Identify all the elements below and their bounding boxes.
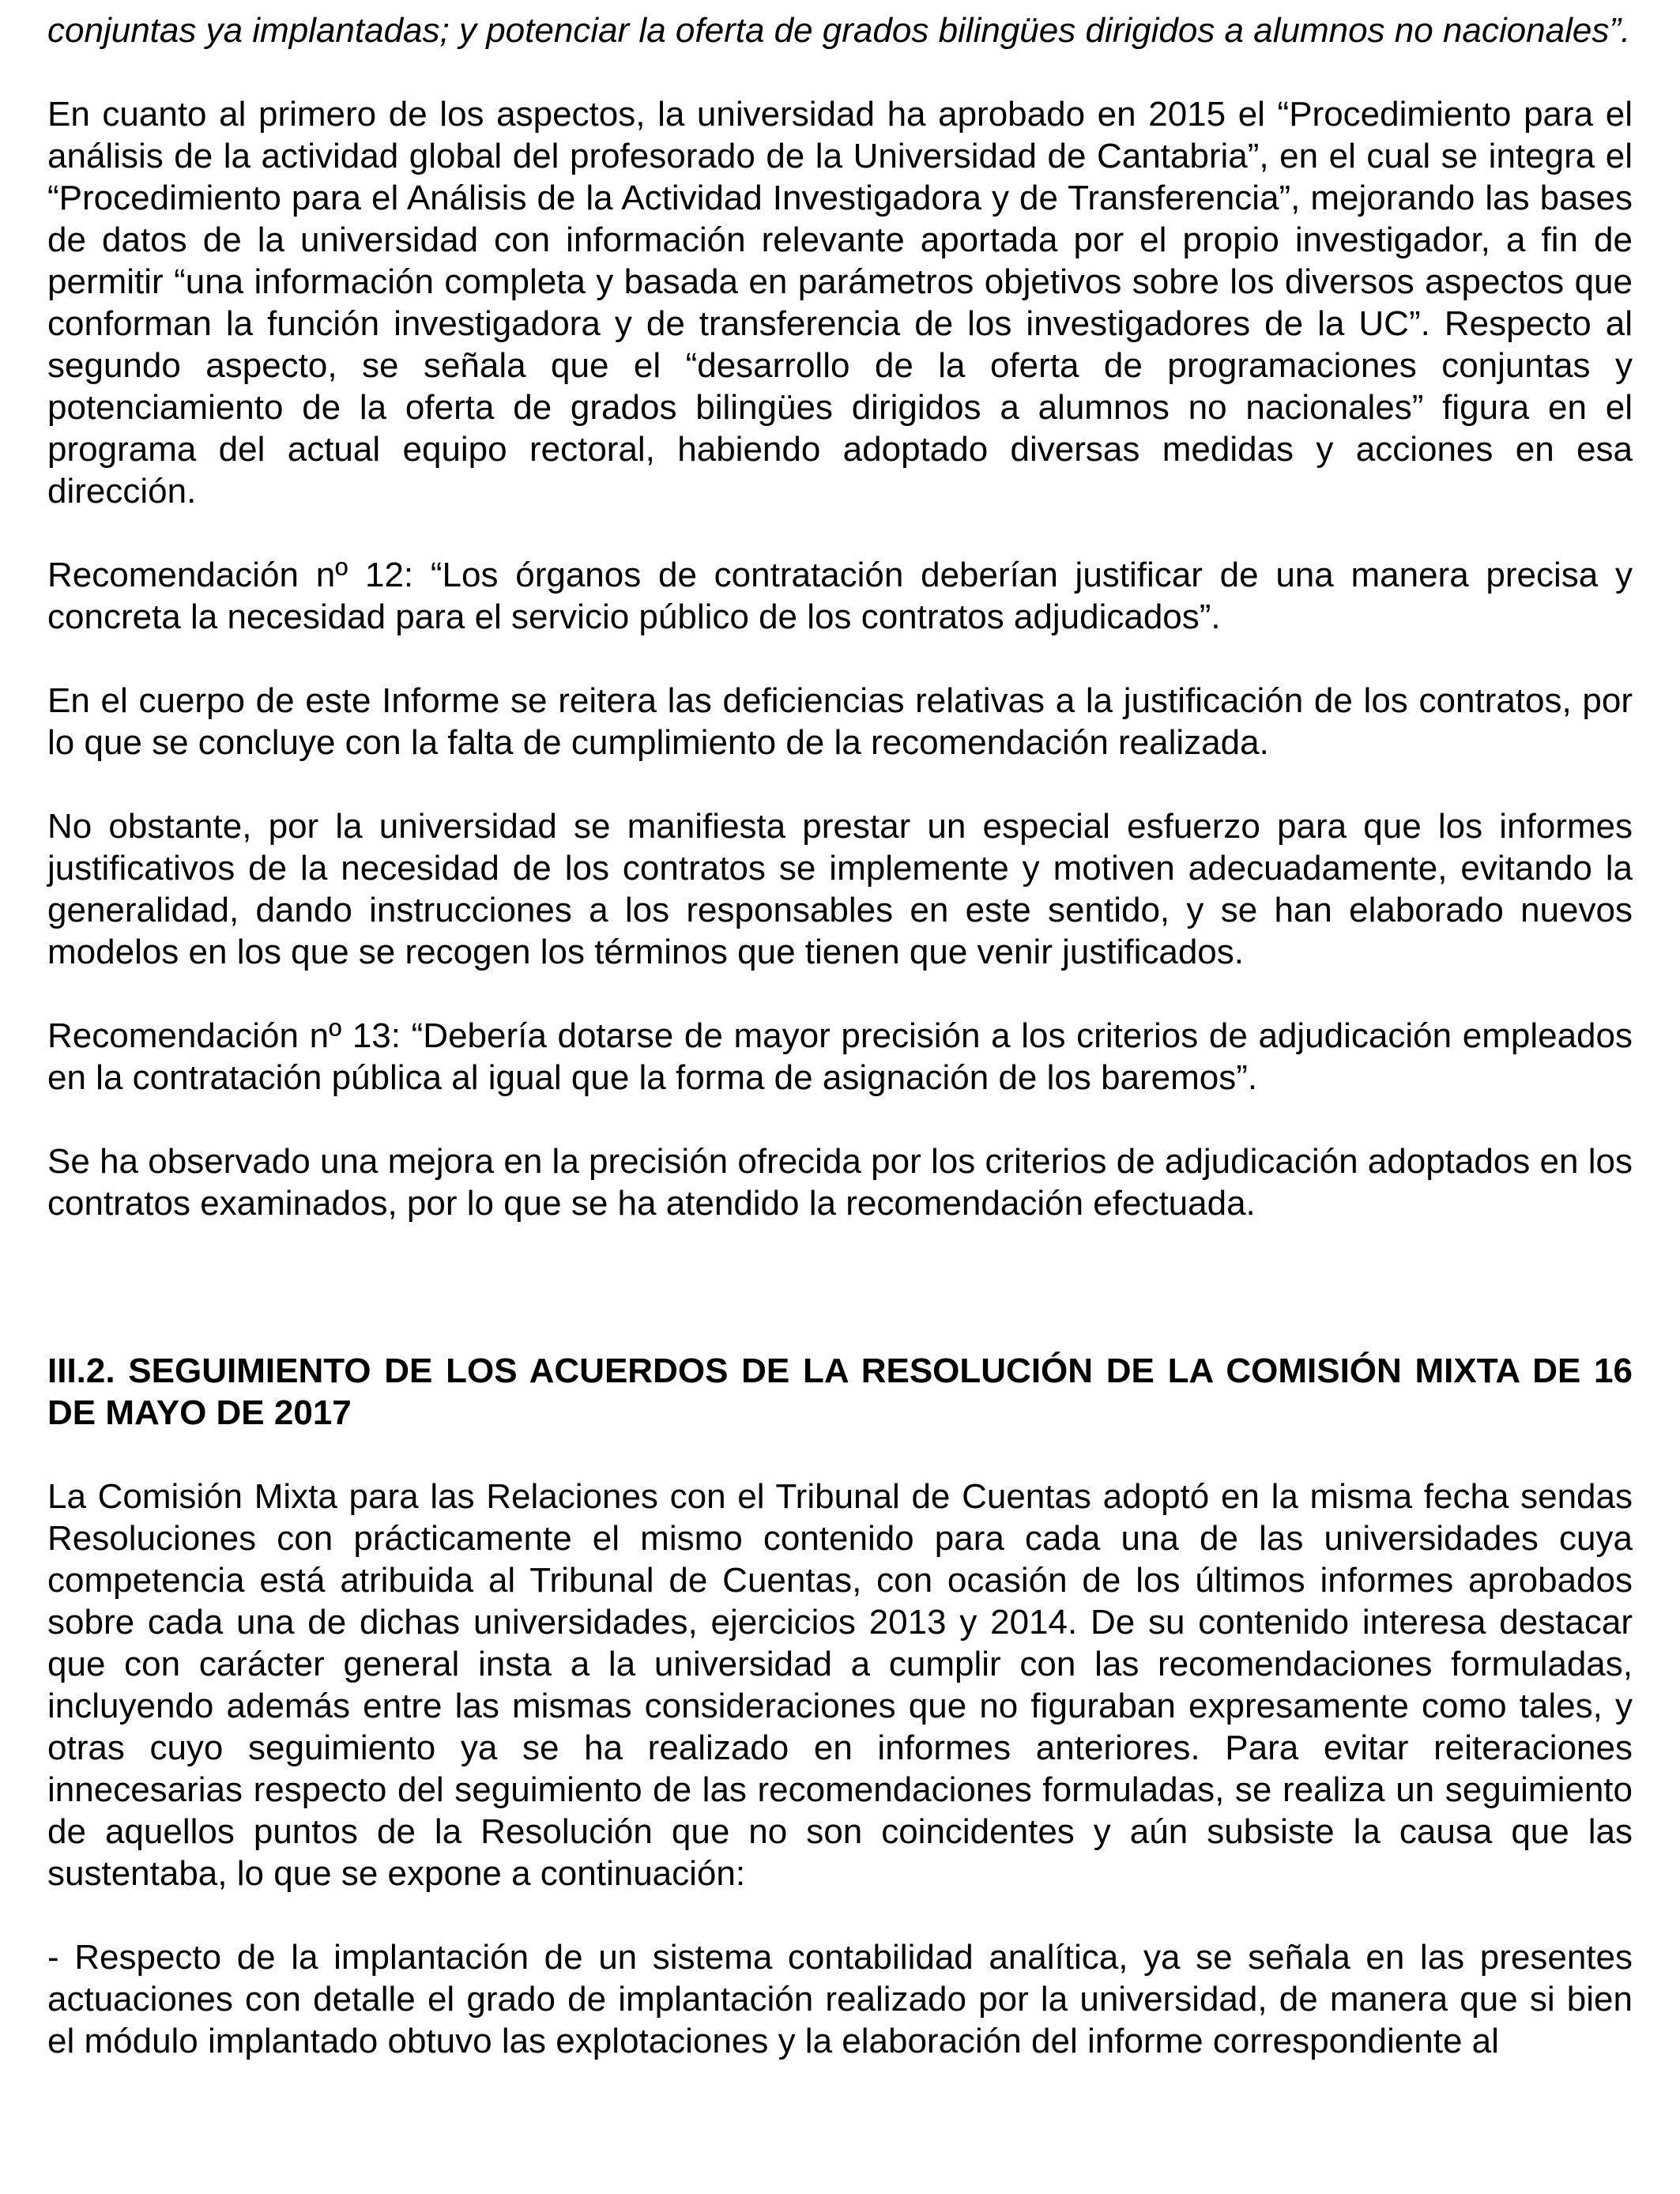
body-paragraph: La Comisión Mixta para las Relaciones con el Tribunal de Cuentas adoptó en la misma fecha sendas Resoluciones con prácticamente el mismo contenido para cada una de las universidades cuya competencia está atribuida al Tribunal de Cuentas, con ocasión de los últimos informes aprobados sobre cada una de dichas universidades, ejercicios 2013 y 2014. De su contenido interesa destacar que con carácter general insta a la universidad a cumplir con las recomendaciones formuladas, incluyendo además entre las mismas consideraciones que no figuraban expresamente como tales, y otras cuyo seguimiento ya se ha realizado en informes anteriores. Para evitar reiteraciones innecesarias respecto del seguimiento de las recomendaciones formuladas, se realiza un seguimiento de aquellos puntos de la Resolución que no son coincidentes y aún subsiste la causa que las sustentaba, lo que se expone a continuación: (47, 1477, 1633, 1893)
body-paragraph: En el cuerpo de este Informe se reitera las deficiencias relativas a la justificación de los contratos, por lo que se concluye con la falta de cumplimiento de la recomendación realizada. (47, 681, 1633, 762)
recommendation-13-paragraph: Recomendación nº 13: “Debería dotarse de mayor precisión a los criterios de adjudicación empleados en la contratación pública al igual que la forma de asignación de los baremos”. (47, 1016, 1633, 1097)
body-paragraph: En cuanto al primero de los aspectos, la universidad ha aprobado en 2015 el “Procedimiento para el análisis de la actividad global del profesorado de la Universidad de Cantabria”, en el cual se integra el “Procedimiento para el Análisis de la Actividad Investigadora y de Transferencia”, mejorando las bases de datos de la universidad con información relevante aportada por el propio investigador, a fin de permitir “una información completa y basada en parámetros objetivos sobre los diversos aspectos que conforman la función investigadora y de transferencia de los investigadores de la UC”. Respecto al segundo aspecto, se señala que el “desarrollo de la oferta de programaciones conjuntas y potenciamiento de la oferta de grados bilingües dirigidos a alumnos no nacionales” figura en el programa del actual equipo rectoral, habiendo adoptado diversas medidas y acciones en esa dirección. (47, 95, 1633, 511)
body-paragraph: Se ha observado una mejora en la precisión ofrecida por los criterios de adjudicación adoptados en los contratos examinados, por lo que se ha atendido la recomendación efectuada. (47, 1142, 1633, 1223)
body-paragraph: No obstante, por la universidad se manifiesta prestar un especial esfuerzo para que los informes justificativos de la necesidad de los contratos se implemente y motiven adecuadamente, evitando la generalidad, dando instrucciones a los responsables en este sentido, y se han elaborado nuevos modelos en los que se recogen los términos que tienen que venir justificados. (47, 807, 1633, 971)
document-page (47, 9, 1633, 2062)
recommendation-12-paragraph: Recomendación nº 12: “Los órganos de contratación deberían justificar de una manera precisa y concreta la necesidad para el servicio público de los contratos adjudicados”. (47, 556, 1633, 636)
section-heading: III.2. SEGUIMIENTO DE LOS ACUERDOS DE LA RESOLUCIÓN DE LA COMISIÓN MIXTA DE 16 DE MAYO DE 2017 (47, 1351, 1633, 1432)
quote-continuation-paragraph: conjuntas ya implantadas; y potenciar la oferta de grados bilingües dirigidos a alumnos no nacionales”. (47, 11, 1631, 50)
list-item-paragraph: - Respecto de la implantación de un sistema contabilidad analítica, ya se señala en las presentes actuaciones con detalle el grado de implantación realizado por la universidad, de manera que si bien el módulo implantado obtuvo las explotaciones y la elaboración del informe correspondiente al (47, 1938, 1633, 2060)
